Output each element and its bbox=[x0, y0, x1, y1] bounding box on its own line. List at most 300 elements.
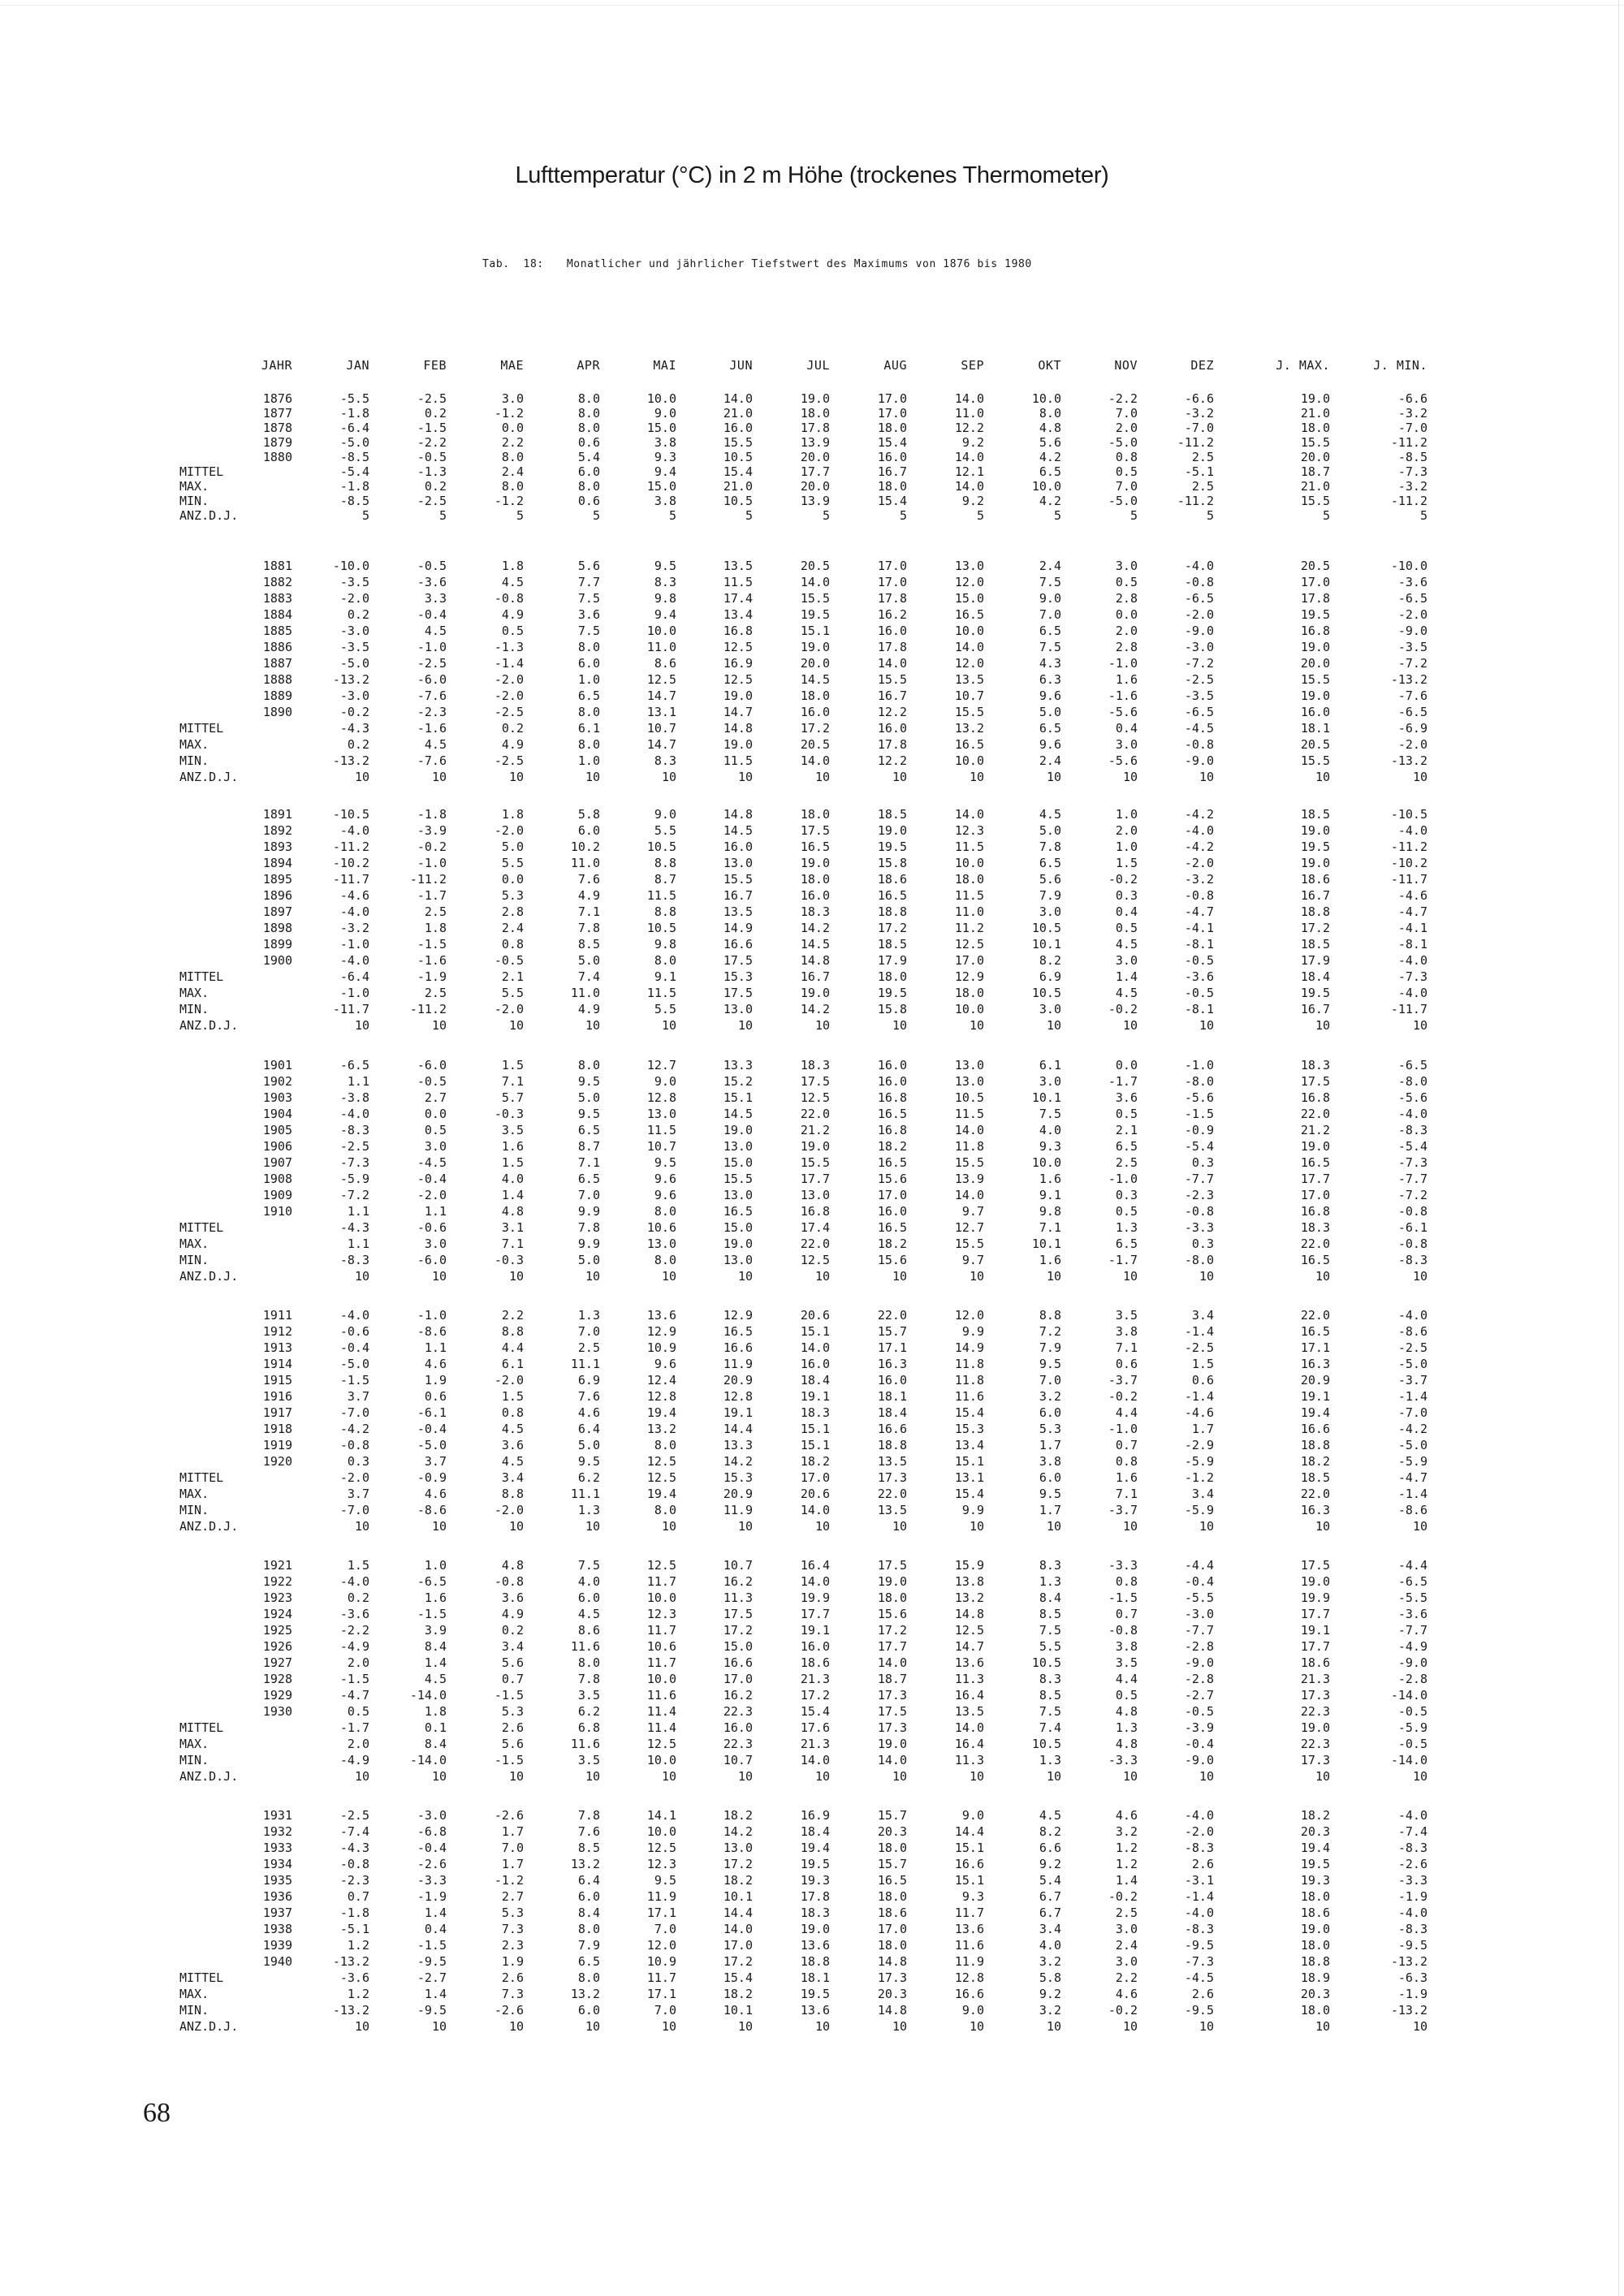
value-cell: 10 bbox=[892, 2019, 907, 2034]
value-cell: 17.9 bbox=[1300, 953, 1330, 968]
value-cell: 10.6 bbox=[646, 1639, 676, 1654]
value-cell: 3.0 bbox=[501, 391, 524, 406]
summary-row bbox=[0, 1768, 1624, 1785]
value-cell: 13.1 bbox=[646, 705, 676, 719]
summary-label: MIN. bbox=[179, 494, 209, 508]
table-description: Monatlicher und jährlicher Tiefstwert des Maximums von 1876 bis 1980 bbox=[566, 258, 1032, 270]
value-cell: 16.2 bbox=[723, 1688, 753, 1703]
year-cell: 1912 bbox=[262, 1324, 292, 1339]
value-cell: 10 bbox=[1199, 1769, 1214, 1784]
value-cell: -1.8 bbox=[339, 406, 369, 421]
value-cell: 16.3 bbox=[877, 1357, 907, 1371]
value-cell: -8.3 bbox=[1397, 1922, 1427, 1936]
value-cell: 8.0 bbox=[577, 1655, 600, 1670]
value-cell: 17.0 bbox=[877, 575, 907, 589]
value-cell: -5.6 bbox=[1397, 1090, 1427, 1105]
value-cell: 0.4 bbox=[424, 1922, 447, 1936]
value-cell: 18.2 bbox=[1300, 1454, 1330, 1469]
value-cell: 5.6 bbox=[1039, 435, 1061, 450]
value-cell: 19.0 bbox=[877, 1737, 907, 1751]
value-cell: 18.0 bbox=[877, 479, 907, 494]
value-cell: 10 bbox=[814, 1519, 830, 1534]
value-cell: 3.3 bbox=[424, 591, 447, 606]
value-cell: 10 bbox=[1315, 1018, 1330, 1033]
value-cell: -9.0 bbox=[1397, 1655, 1427, 1670]
value-cell: 7.0 bbox=[654, 1922, 676, 1936]
value-cell: -11.2 bbox=[332, 839, 369, 854]
value-cell: 5.7 bbox=[501, 1090, 524, 1105]
value-cell: 17.8 bbox=[1300, 591, 1330, 606]
table-row bbox=[0, 606, 1624, 623]
value-cell: -2.6 bbox=[417, 1857, 447, 1871]
value-cell: 4.8 bbox=[1039, 421, 1061, 435]
value-cell: 5.4 bbox=[1039, 1873, 1061, 1888]
value-cell: 10.5 bbox=[1031, 921, 1061, 935]
value-cell: 0.4 bbox=[1115, 721, 1138, 736]
value-cell: 10 bbox=[1412, 770, 1427, 784]
value-cell: 8.8 bbox=[1039, 1308, 1061, 1323]
value-cell: 3.4 bbox=[1191, 1308, 1214, 1323]
value-cell: 20.5 bbox=[800, 559, 830, 573]
value-cell: 2.8 bbox=[1115, 591, 1138, 606]
summary-label: MIN. bbox=[179, 1753, 209, 1767]
value-cell: 17.7 bbox=[800, 1607, 830, 1621]
value-cell: -0.4 bbox=[417, 1422, 447, 1436]
value-cell: -1.5 bbox=[417, 1607, 447, 1621]
value-cell: -5.6 bbox=[1184, 1090, 1214, 1105]
value-cell: 6.5 bbox=[577, 688, 600, 703]
value-cell: 14.0 bbox=[723, 391, 753, 406]
value-cell: -5.0 bbox=[339, 435, 369, 450]
value-cell: -1.0 bbox=[417, 1308, 447, 1323]
value-cell: 15.0 bbox=[723, 1639, 753, 1654]
value-cell: 1.0 bbox=[1115, 807, 1138, 822]
value-cell: 14.5 bbox=[723, 1107, 753, 1121]
value-cell: -11.2 bbox=[1390, 839, 1427, 854]
value-cell: 22.0 bbox=[877, 1308, 907, 1323]
value-cell: -8.5 bbox=[339, 450, 369, 464]
value-cell: 18.0 bbox=[800, 688, 830, 703]
value-cell: 13.0 bbox=[954, 1058, 984, 1072]
value-cell: 17.7 bbox=[1300, 1172, 1330, 1186]
value-cell: 11.0 bbox=[646, 640, 676, 654]
value-cell: 17.1 bbox=[1300, 1340, 1330, 1355]
value-cell: 3.0 bbox=[424, 1236, 447, 1251]
value-cell: 0.8 bbox=[501, 937, 524, 952]
value-cell: 3.8 bbox=[654, 494, 676, 508]
value-cell: 21.2 bbox=[800, 1123, 830, 1137]
value-cell: 9.0 bbox=[654, 406, 676, 421]
value-cell: -7.2 bbox=[1397, 656, 1427, 671]
value-cell: 18.1 bbox=[877, 1389, 907, 1404]
value-cell: 4.5 bbox=[501, 1422, 524, 1436]
value-cell: -6.5 bbox=[339, 1058, 369, 1072]
year-cell: 1905 bbox=[262, 1123, 292, 1137]
summary-row bbox=[0, 2002, 1624, 2018]
value-cell: -7.2 bbox=[1397, 1188, 1427, 1202]
value-cell: -4.0 bbox=[1397, 986, 1427, 1000]
value-cell: -2.6 bbox=[1397, 1857, 1427, 1871]
summary-label: MITTEL bbox=[179, 1470, 224, 1485]
value-cell: 4.3 bbox=[1039, 656, 1061, 671]
value-cell: -5.0 bbox=[417, 1438, 447, 1452]
table-row bbox=[0, 574, 1624, 590]
value-cell: -1.7 bbox=[417, 888, 447, 903]
value-cell: 18.6 bbox=[877, 872, 907, 887]
column-header: MAI bbox=[653, 358, 676, 373]
value-cell: -9.5 bbox=[1397, 1938, 1427, 1953]
value-cell: -2.5 bbox=[494, 705, 524, 719]
value-cell: 6.1 bbox=[1039, 1058, 1061, 1072]
value-cell: -3.0 bbox=[339, 624, 369, 638]
value-cell: 8.0 bbox=[577, 705, 600, 719]
value-cell: -2.5 bbox=[339, 1808, 369, 1823]
value-cell: 9.4 bbox=[654, 464, 676, 479]
value-cell: -4.0 bbox=[339, 1107, 369, 1121]
value-cell: 3.5 bbox=[577, 1688, 600, 1703]
value-cell: 14.0 bbox=[954, 479, 984, 494]
value-cell: -6.5 bbox=[417, 1574, 447, 1589]
value-cell: 5 bbox=[668, 508, 676, 523]
value-cell: 1.4 bbox=[1115, 969, 1138, 984]
value-cell: 10 bbox=[431, 1769, 447, 1784]
value-cell: 1.1 bbox=[424, 1204, 447, 1219]
value-cell: 8.3 bbox=[654, 575, 676, 589]
summary-label: MITTEL bbox=[179, 1970, 224, 1985]
value-cell: 6.5 bbox=[1115, 1139, 1138, 1154]
value-cell: 6.5 bbox=[577, 1954, 600, 1969]
year-cell: 1903 bbox=[262, 1090, 292, 1105]
table-row bbox=[0, 1057, 1624, 1073]
value-cell: 3.0 bbox=[1115, 953, 1138, 968]
value-cell: -4.7 bbox=[1184, 904, 1214, 919]
value-cell: -4.1 bbox=[1397, 921, 1427, 935]
table-row bbox=[0, 1154, 1624, 1171]
value-cell: 10 bbox=[1046, 1519, 1061, 1534]
value-cell: -2.5 bbox=[494, 753, 524, 768]
value-cell: 5.4 bbox=[577, 450, 600, 464]
value-cell: 16.5 bbox=[800, 839, 830, 854]
value-cell: -0.4 bbox=[1184, 1737, 1214, 1751]
value-cell: 18.4 bbox=[1300, 969, 1330, 984]
value-cell: 3.4 bbox=[1191, 1487, 1214, 1501]
value-cell: 8.0 bbox=[654, 1438, 676, 1452]
value-cell: 13.3 bbox=[723, 1058, 753, 1072]
value-cell: 11.6 bbox=[570, 1737, 600, 1751]
summary-row bbox=[0, 720, 1624, 736]
summary-row bbox=[0, 507, 1624, 524]
value-cell: 8.0 bbox=[577, 737, 600, 752]
summary-label: ANZ.D.J. bbox=[179, 2019, 239, 2034]
value-cell: 9.0 bbox=[654, 807, 676, 822]
value-cell: 4.8 bbox=[1115, 1737, 1138, 1751]
value-cell: -0.8 bbox=[1184, 888, 1214, 903]
summary-row bbox=[0, 1970, 1624, 1986]
value-cell: 17.0 bbox=[877, 1188, 907, 1202]
summary-label: ANZ.D.J. bbox=[179, 1769, 239, 1784]
value-cell: 18.0 bbox=[800, 872, 830, 887]
summary-row bbox=[0, 1219, 1624, 1236]
value-cell: -1.0 bbox=[417, 856, 447, 870]
summary-row bbox=[0, 753, 1624, 769]
value-cell: -13.2 bbox=[1390, 2003, 1427, 2018]
value-cell: 10 bbox=[661, 1519, 676, 1534]
table-number: Tab. 18: bbox=[482, 258, 544, 270]
table-row bbox=[0, 655, 1624, 671]
value-cell: 17.0 bbox=[723, 1672, 753, 1686]
column-header: J. MIN. bbox=[1373, 358, 1427, 373]
value-cell: 16.7 bbox=[877, 464, 907, 479]
value-cell: -11.7 bbox=[1390, 872, 1427, 887]
value-cell: 0.6 bbox=[1191, 1373, 1214, 1388]
value-cell: 4.5 bbox=[1115, 937, 1138, 952]
value-cell: 11.5 bbox=[646, 1123, 676, 1137]
value-cell: -14.0 bbox=[409, 1688, 447, 1703]
value-cell: 2.5 bbox=[1115, 1905, 1138, 1920]
year-cell: 1909 bbox=[262, 1188, 292, 1202]
value-cell: 13.0 bbox=[954, 559, 984, 573]
value-cell: 11.4 bbox=[646, 1704, 676, 1719]
table-row bbox=[0, 1421, 1624, 1437]
value-cell: 5.0 bbox=[1039, 705, 1061, 719]
value-cell: 17.3 bbox=[877, 1720, 907, 1735]
year-cell: 1897 bbox=[262, 904, 292, 919]
value-cell: 10.0 bbox=[646, 1753, 676, 1767]
value-cell: 12.5 bbox=[646, 1454, 676, 1469]
year-cell: 1917 bbox=[262, 1405, 292, 1420]
value-cell: 11.7 bbox=[646, 1574, 676, 1589]
year-cell: 1935 bbox=[262, 1873, 292, 1888]
value-cell: 10 bbox=[814, 2019, 830, 2034]
value-cell: 14.8 bbox=[877, 2003, 907, 2018]
value-cell: 4.0 bbox=[1039, 1123, 1061, 1137]
value-cell: 11.6 bbox=[954, 1938, 984, 1953]
summary-row bbox=[0, 1252, 1624, 1268]
value-cell: 20.0 bbox=[1300, 656, 1330, 671]
value-cell: 7.8 bbox=[577, 1220, 600, 1235]
value-cell: 2.8 bbox=[501, 904, 524, 919]
value-cell: 12.3 bbox=[954, 823, 984, 838]
value-cell: 0.2 bbox=[501, 1623, 524, 1638]
value-cell: 20.0 bbox=[800, 450, 830, 464]
value-cell: -4.7 bbox=[1397, 1470, 1427, 1485]
value-cell: 11.5 bbox=[723, 575, 753, 589]
value-cell: -2.0 bbox=[494, 688, 524, 703]
year-cell: 1916 bbox=[262, 1389, 292, 1404]
value-cell: 5.6 bbox=[1039, 872, 1061, 887]
value-cell: 1.3 bbox=[1115, 1220, 1138, 1235]
value-cell: 1.2 bbox=[347, 1938, 369, 1953]
value-cell: -0.8 bbox=[1397, 1236, 1427, 1251]
value-cell: -4.4 bbox=[1397, 1558, 1427, 1573]
table-row bbox=[0, 887, 1624, 904]
value-cell: -7.3 bbox=[1397, 969, 1427, 984]
value-cell: 15.8 bbox=[877, 856, 907, 870]
value-cell: 21.3 bbox=[800, 1672, 830, 1686]
summary-label: MAX. bbox=[179, 1236, 209, 1251]
value-cell: 19.0 bbox=[877, 1574, 907, 1589]
value-cell: -5.9 bbox=[1397, 1720, 1427, 1735]
summary-label: MITTEL bbox=[179, 969, 224, 984]
value-cell: 19.5 bbox=[1300, 607, 1330, 622]
value-cell: 10.0 bbox=[1031, 479, 1061, 494]
value-cell: -2.6 bbox=[494, 2003, 524, 2018]
summary-row bbox=[0, 1470, 1624, 1486]
value-cell: 1.5 bbox=[1191, 1357, 1214, 1371]
value-cell: 0.6 bbox=[577, 435, 600, 450]
value-cell: 13.1 bbox=[954, 1470, 984, 1485]
value-cell: 5.3 bbox=[501, 888, 524, 903]
value-cell: 0.2 bbox=[347, 737, 369, 752]
value-cell: 11.1 bbox=[570, 1357, 600, 1371]
year-cell: 1907 bbox=[262, 1155, 292, 1170]
summary-label: MITTEL bbox=[179, 464, 224, 479]
year-cell: 1913 bbox=[262, 1340, 292, 1355]
table-row bbox=[0, 1090, 1624, 1106]
value-cell: 11.3 bbox=[723, 1590, 753, 1605]
value-cell: 6.7 bbox=[1039, 1889, 1061, 1904]
value-cell: 18.8 bbox=[877, 1438, 907, 1452]
value-cell: -8.0 bbox=[1184, 1253, 1214, 1267]
table-row bbox=[0, 1590, 1624, 1606]
table-row bbox=[0, 1106, 1624, 1122]
value-cell: 13.2 bbox=[954, 721, 984, 736]
value-cell: 8.8 bbox=[501, 1324, 524, 1339]
value-cell: 5.0 bbox=[577, 953, 600, 968]
value-cell: 18.4 bbox=[877, 1405, 907, 1420]
value-cell: 10 bbox=[661, 770, 676, 784]
value-cell: 10.0 bbox=[1031, 1155, 1061, 1170]
value-cell: -8.0 bbox=[1184, 1074, 1214, 1089]
value-cell: 0.0 bbox=[1115, 607, 1138, 622]
value-cell: 10.0 bbox=[646, 1824, 676, 1839]
value-cell: -1.4 bbox=[1397, 1487, 1427, 1501]
value-cell: -3.3 bbox=[1397, 1873, 1427, 1888]
value-cell: 17.8 bbox=[877, 737, 907, 752]
value-cell: 12.9 bbox=[723, 1308, 753, 1323]
value-cell: 11.7 bbox=[646, 1970, 676, 1985]
value-cell: 18.2 bbox=[723, 1808, 753, 1823]
value-cell: 10.0 bbox=[646, 1672, 676, 1686]
value-cell: 12.0 bbox=[954, 575, 984, 589]
value-cell: 15.5 bbox=[954, 705, 984, 719]
year-cell: 1893 bbox=[262, 839, 292, 854]
value-cell: 19.5 bbox=[1300, 839, 1330, 854]
year-cell: 1889 bbox=[262, 688, 292, 703]
value-cell: 3.8 bbox=[1039, 1454, 1061, 1469]
value-cell: 13.5 bbox=[723, 904, 753, 919]
value-cell: 4.9 bbox=[577, 1002, 600, 1016]
value-cell: -6.1 bbox=[1397, 1220, 1427, 1235]
value-cell: -6.3 bbox=[1397, 1970, 1427, 1985]
value-cell: -2.0 bbox=[339, 591, 369, 606]
value-cell: 10 bbox=[969, 770, 984, 784]
value-cell: 8.2 bbox=[1039, 1824, 1061, 1839]
value-cell: -2.8 bbox=[1184, 1672, 1214, 1686]
value-cell: 10 bbox=[354, 770, 369, 784]
year-cell: 1927 bbox=[262, 1655, 292, 1670]
value-cell: 14.4 bbox=[723, 1422, 753, 1436]
value-cell: 14.0 bbox=[800, 753, 830, 768]
value-cell: 8.0 bbox=[577, 1970, 600, 1985]
value-cell: 9.0 bbox=[654, 1074, 676, 1089]
value-cell: 10 bbox=[1122, 1519, 1138, 1534]
value-cell: 10.9 bbox=[646, 1954, 676, 1969]
value-cell: -2.5 bbox=[417, 656, 447, 671]
value-cell: 10 bbox=[431, 770, 447, 784]
value-cell: 1.0 bbox=[577, 753, 600, 768]
value-cell: -2.8 bbox=[1184, 1639, 1214, 1654]
value-cell: 6.2 bbox=[577, 1470, 600, 1485]
value-cell: 4.0 bbox=[577, 1574, 600, 1589]
value-cell: 2.2 bbox=[501, 1308, 524, 1323]
year-cell: 1892 bbox=[262, 823, 292, 838]
value-cell: 9.2 bbox=[1039, 1987, 1061, 2001]
value-cell: 3.0 bbox=[1115, 1922, 1138, 1936]
value-cell: 16.6 bbox=[723, 1340, 753, 1355]
value-cell: 18.7 bbox=[877, 1672, 907, 1686]
table-row bbox=[0, 1405, 1624, 1421]
value-cell: 8.0 bbox=[577, 391, 600, 406]
value-cell: 3.5 bbox=[1115, 1308, 1138, 1323]
value-cell: 14.0 bbox=[954, 1123, 984, 1137]
value-cell: 14.0 bbox=[800, 1503, 830, 1517]
value-cell: 9.3 bbox=[654, 450, 676, 464]
value-cell: 7.4 bbox=[577, 969, 600, 984]
value-cell: -2.0 bbox=[1184, 856, 1214, 870]
value-cell: -8.6 bbox=[1397, 1503, 1427, 1517]
value-cell: 8.2 bbox=[1039, 953, 1061, 968]
value-cell: 10.5 bbox=[646, 921, 676, 935]
value-cell: 17.7 bbox=[800, 1172, 830, 1186]
value-cell: 12.5 bbox=[646, 1470, 676, 1485]
value-cell: 1.7 bbox=[1039, 1438, 1061, 1452]
value-cell: 17.5 bbox=[800, 1074, 830, 1089]
year-cell: 1877 bbox=[262, 406, 292, 421]
value-cell: 18.0 bbox=[1300, 2003, 1330, 2018]
value-cell: 17.0 bbox=[877, 406, 907, 421]
value-cell: 4.4 bbox=[1115, 1672, 1138, 1686]
table-row bbox=[0, 1340, 1624, 1356]
value-cell: 16.8 bbox=[877, 1090, 907, 1105]
value-cell: -11.2 bbox=[1390, 435, 1427, 450]
value-cell: 12.8 bbox=[646, 1389, 676, 1404]
value-cell: 9.5 bbox=[577, 1107, 600, 1121]
table-row bbox=[0, 405, 1624, 421]
value-cell: -5.0 bbox=[1108, 494, 1138, 508]
table-row bbox=[0, 1122, 1624, 1138]
value-cell: 6.5 bbox=[1039, 464, 1061, 479]
value-cell: 14.2 bbox=[723, 1824, 753, 1839]
value-cell: 7.6 bbox=[577, 1824, 600, 1839]
value-cell: -11.2 bbox=[409, 1002, 447, 1016]
value-cell: 5 bbox=[745, 508, 753, 523]
value-cell: -1.5 bbox=[417, 421, 447, 435]
value-cell: 11.4 bbox=[646, 1720, 676, 1735]
value-cell: 22.3 bbox=[1300, 1737, 1330, 1751]
value-cell: 6.0 bbox=[577, 823, 600, 838]
value-cell: 15.4 bbox=[877, 494, 907, 508]
value-cell: 14.7 bbox=[646, 737, 676, 752]
value-cell: 14.0 bbox=[954, 450, 984, 464]
value-cell: 13.0 bbox=[723, 856, 753, 870]
value-cell: 0.1 bbox=[424, 1720, 447, 1735]
value-cell: 16.2 bbox=[723, 1574, 753, 1589]
value-cell: 18.5 bbox=[1300, 807, 1330, 822]
value-cell: 21.0 bbox=[723, 406, 753, 421]
value-cell: 16.0 bbox=[800, 1639, 830, 1654]
value-cell: 15.1 bbox=[800, 1438, 830, 1452]
